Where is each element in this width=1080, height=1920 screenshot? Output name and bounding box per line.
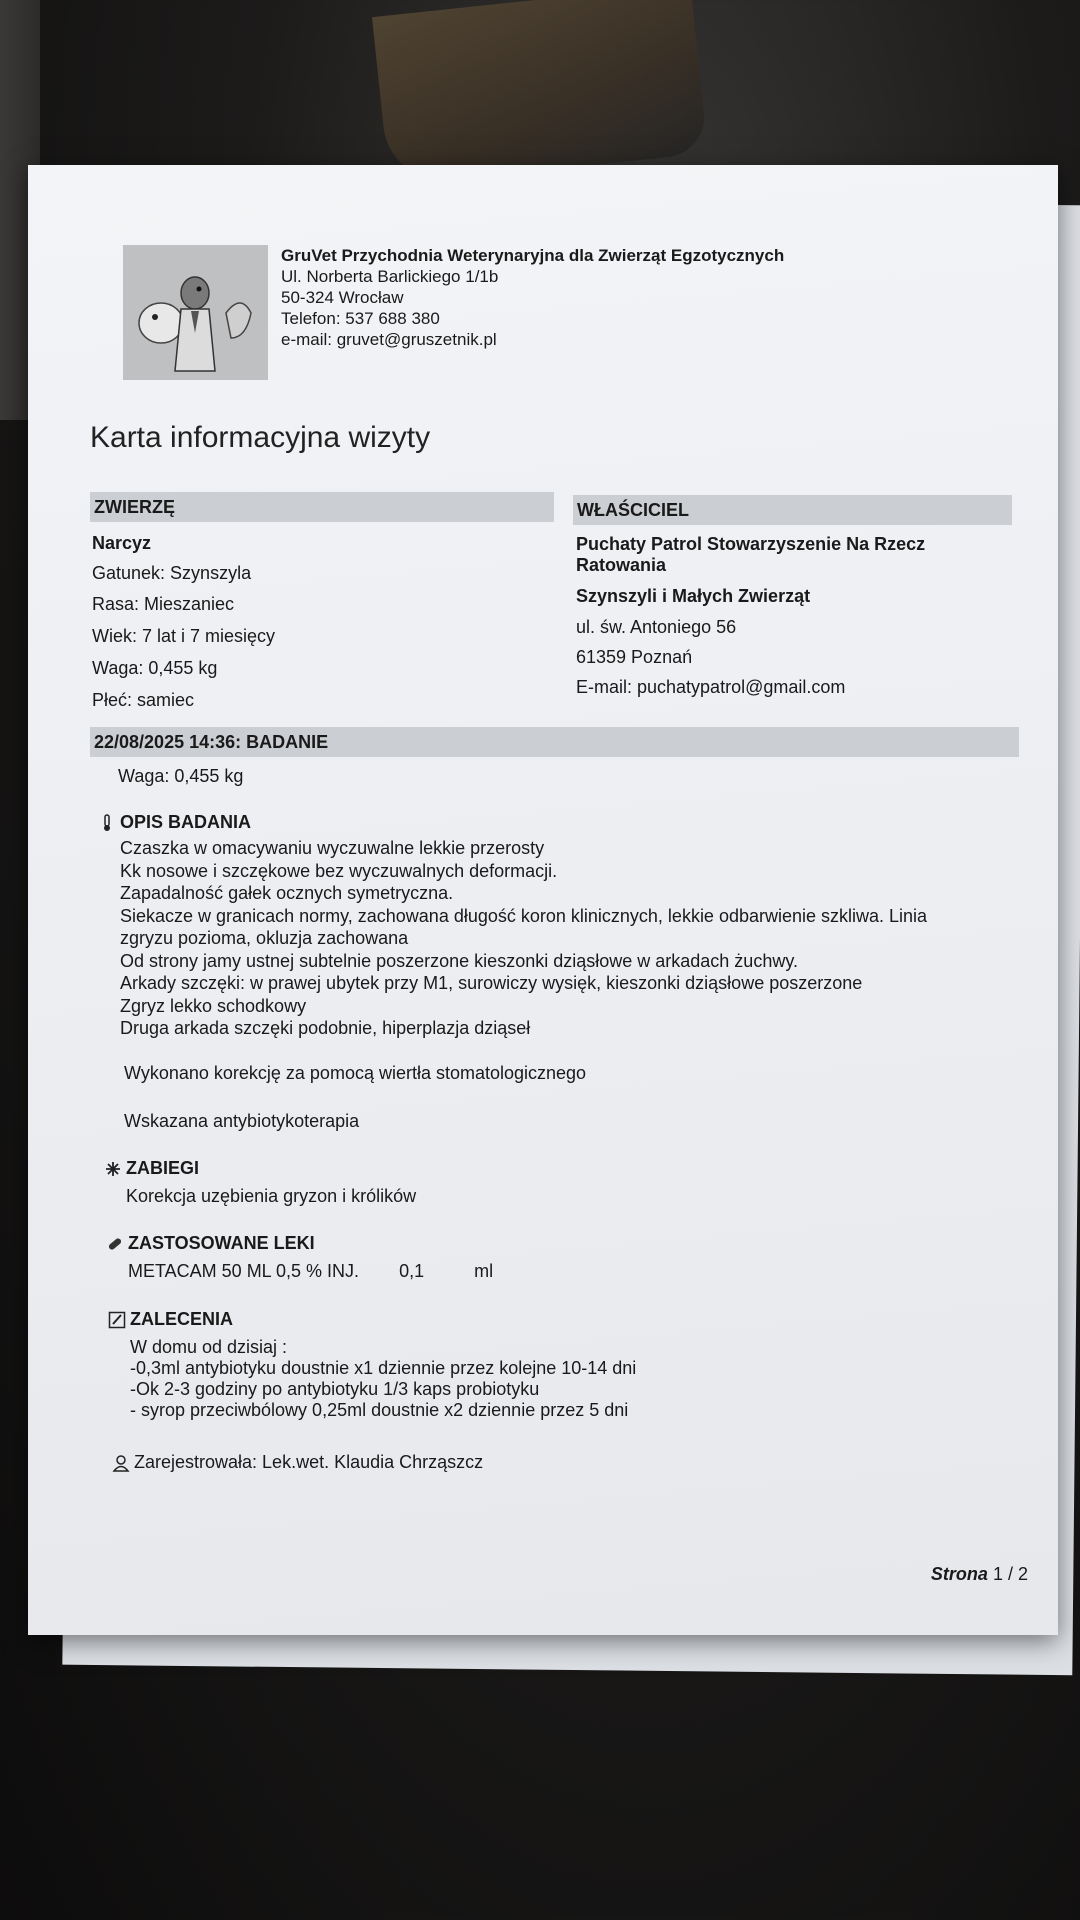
exam-line: Zgryz lekko schodkowy bbox=[120, 995, 307, 1016]
medication-dose: 0,1 bbox=[399, 1261, 425, 1281]
edit-icon bbox=[108, 1311, 126, 1329]
clinic-city: 50-324 Wrocław bbox=[281, 288, 404, 307]
exam-line: Siekacze w granicach normy, zachowana długość koron klinicznych, lekkie odbarwienie szkliwa. Linia bbox=[120, 905, 928, 926]
visit-weight: Waga: 0,455 kg bbox=[118, 766, 244, 786]
pill-icon bbox=[106, 1235, 124, 1253]
medications-heading-label: ZASTOSOWANE LEKI bbox=[128, 1233, 315, 1253]
exam-note-correction: Wykonano korekcję za pomocą wiertła stomatologicznego bbox=[124, 1063, 587, 1083]
document-sheet bbox=[28, 165, 1058, 1635]
medication-unit: ml bbox=[474, 1261, 494, 1281]
recommendations-list bbox=[130, 1337, 636, 1421]
page-label: Strona bbox=[930, 1564, 988, 1584]
thermometer-icon bbox=[98, 814, 116, 832]
visit-header-bar: 22/08/2025 14:36: BADANIE bbox=[90, 727, 1019, 757]
owner-name-line2: Ratowania bbox=[576, 555, 667, 575]
exam-description bbox=[120, 837, 927, 1040]
recommendation-line: W domu od dzisiaj : bbox=[130, 1337, 288, 1357]
clinic-name: GruVet Przychodnia Weterynaryjna dla Zwierząt Egzotycznych bbox=[281, 246, 785, 265]
exam-line: Zapadalność gałek ocznych symetryczna. bbox=[120, 883, 454, 903]
recommendations-heading-label: ZALECENIA bbox=[130, 1309, 233, 1329]
procedure-item: Korekcja uzębienia gryzon i królików bbox=[126, 1186, 417, 1206]
registered-by bbox=[112, 1452, 483, 1473]
clinic-logo bbox=[123, 245, 268, 380]
clinic-phone: Telefon: 537 688 380 bbox=[281, 309, 440, 328]
clinic-street: Ul. Norberta Barlickiego 1/1b bbox=[281, 267, 499, 286]
exam-note-antibiotic: Wskazana antybiotykoterapia bbox=[124, 1111, 360, 1131]
recommendation-line: -0,3ml antybiotyku doustnie x1 dziennie przez kolejne 10-14 dni bbox=[130, 1358, 637, 1378]
animal-age: Wiek: 7 lat i 7 miesięcy bbox=[92, 626, 276, 646]
asterisk-icon bbox=[104, 1160, 122, 1178]
animal-sex: Płeć: samiec bbox=[92, 690, 195, 710]
recommendations-heading bbox=[108, 1309, 233, 1330]
recommendation-line: - syrop przeciwbólowy 0,25ml doustnie x2 dziennie przez 5 dni bbox=[130, 1400, 629, 1420]
animal-weight: Waga: 0,455 kg bbox=[92, 658, 218, 678]
owner-email: E-mail: puchatypatrol@gmail.com bbox=[576, 677, 846, 697]
medications-heading bbox=[106, 1233, 315, 1254]
procedures-heading-label: ZABIEGI bbox=[126, 1158, 200, 1178]
recommendation-line: -Ok 2-3 godziny po antybiotyku 1/3 kaps probiotyku bbox=[130, 1379, 540, 1399]
owner-section-bar: WŁAŚCICIEL bbox=[573, 495, 1012, 525]
clinic-email: e-mail: gruvet@gruszetnik.pl bbox=[281, 330, 497, 349]
owner-city: 61359 Poznań bbox=[576, 647, 693, 667]
page-total: / 2 bbox=[1007, 1564, 1028, 1584]
page-current: 1 bbox=[992, 1564, 1003, 1584]
exam-line: Od strony jamy ustnej subtelnie poszerzone kieszonki dziąsłowe w arkadach żuchwy. bbox=[120, 950, 798, 971]
owner-name-line3: Szynszyli i Małych Zwierząt bbox=[576, 586, 811, 606]
procedures-heading bbox=[104, 1158, 199, 1179]
animal-species: Gatunek: Szynszyla bbox=[92, 563, 252, 583]
medication-name: METACAM 50 ML 0,5 % INJ. bbox=[128, 1261, 360, 1281]
animal-breed: Rasa: Mieszaniec bbox=[92, 594, 235, 614]
document-title: Karta informacyjna wizyty bbox=[90, 421, 431, 454]
owner-street: ul. św. Antoniego 56 bbox=[576, 617, 737, 637]
animal-section-bar: ZWIERZĘ bbox=[90, 492, 554, 522]
exam-line: zgryzu pozioma, okluzja zachowana bbox=[120, 928, 409, 948]
medication-row bbox=[128, 1261, 493, 1282]
user-icon bbox=[112, 1454, 130, 1472]
exam-line: Czaszka w omacywaniu wyczuwalne lekkie przerosty bbox=[120, 838, 545, 858]
exam-line: Arkady szczęki: w prawej ubytek przy M1, surowiczy wysięk, kieszonki dziąsłowe poszerzone bbox=[120, 973, 863, 993]
exam-heading bbox=[98, 812, 251, 833]
exam-line: Druga arkada szczęki podobnie, hiperplazja dziąseł bbox=[120, 1018, 531, 1038]
clinic-info bbox=[281, 245, 784, 350]
exam-heading-label: OPIS BADANIA bbox=[120, 812, 252, 832]
page-number bbox=[931, 1564, 1028, 1585]
background-object-top bbox=[372, 0, 708, 186]
owner-name-line1: Puchaty Patrol Stowarzyszenie Na Rzecz bbox=[576, 534, 926, 554]
exam-line: Kk nosowe i szczękowe bez wyczuwalnych deformacji. bbox=[120, 860, 558, 881]
animal-name: Narcyz bbox=[92, 533, 152, 553]
registered-by-text: Zarejestrowała: Lek.wet. Klaudia Chrząszcz bbox=[134, 1452, 484, 1472]
